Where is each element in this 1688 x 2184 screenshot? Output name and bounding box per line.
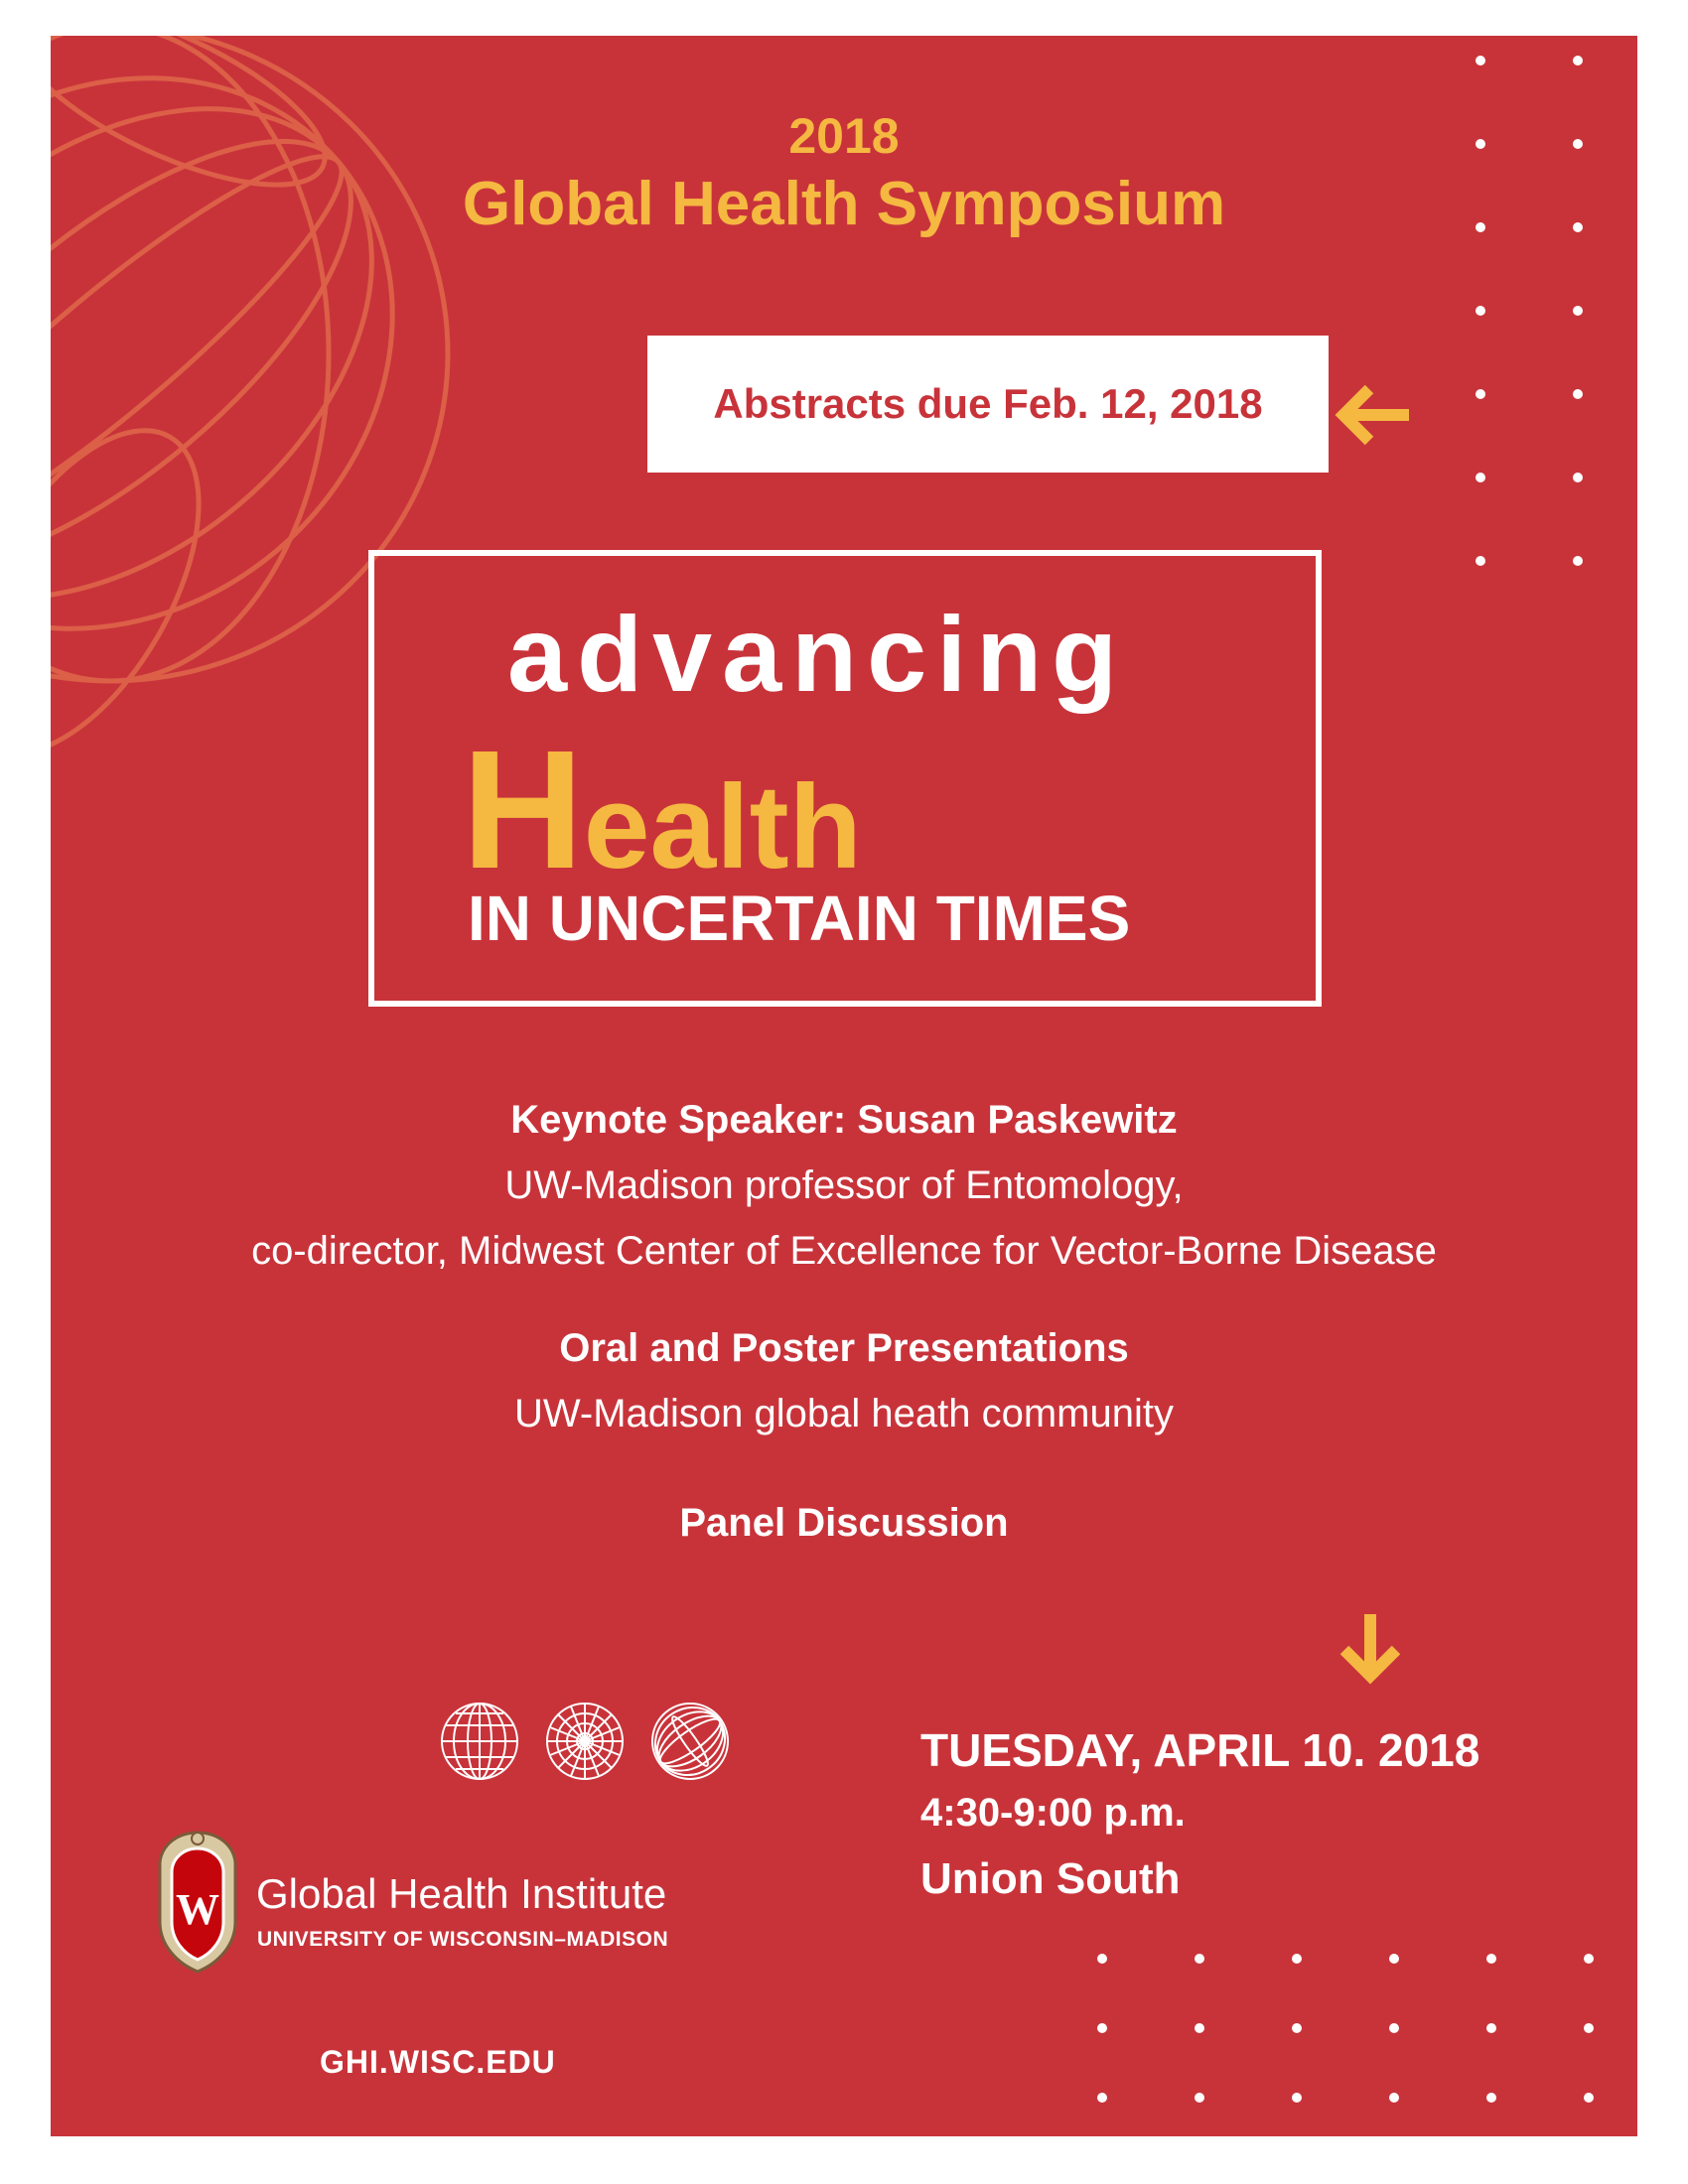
presentations-line-1: UW-Madison global heath community bbox=[513, 1392, 1174, 1435]
event-date: TUESDAY, APRIL 10. 2018 bbox=[920, 1724, 1480, 1776]
logo-institute-name: Global Health Institute bbox=[256, 1870, 667, 1917]
theme-title-box bbox=[368, 550, 1322, 1007]
theme-line-advancing: advancing bbox=[507, 594, 1128, 714]
uw-crest-logo bbox=[150, 1827, 245, 1976]
panel-title: Panel Discussion bbox=[679, 1501, 1009, 1545]
website-url[interactable]: GHI.WISC.EDU bbox=[320, 2044, 556, 2080]
symposium-title: Global Health Symposium bbox=[462, 170, 1226, 238]
globe-grid-icon bbox=[438, 1700, 521, 1783]
poster bbox=[51, 36, 1637, 2136]
theme-line-uncertain: IN UNCERTAIN TIMES bbox=[468, 883, 1131, 954]
globe-swirl-icon bbox=[648, 1700, 732, 1783]
keynote-title: Keynote Speaker: Susan Paskewitz bbox=[510, 1098, 1178, 1142]
theme-line-health bbox=[462, 713, 862, 907]
symposium-year: 2018 bbox=[788, 108, 900, 164]
abstract-deadline-box bbox=[647, 336, 1329, 473]
globe-polar-icon bbox=[543, 1700, 627, 1783]
event-time: 4:30-9:00 p.m. bbox=[920, 1791, 1186, 1835]
abstract-deadline-text: Abstracts due Feb. 12, 2018 bbox=[713, 380, 1263, 427]
keynote-line-2: co-director, Midwest Center of Excellence for Vector-Borne Disease bbox=[251, 1229, 1437, 1273]
keynote-line-1: UW-Madison professor of Entomology, bbox=[504, 1163, 1184, 1207]
theme-health-initial: H bbox=[462, 716, 584, 904]
arrow-down-icon bbox=[1338, 1614, 1402, 1690]
logo-university-name: UNIVERSITY OF WISCONSIN–MADISON bbox=[257, 1928, 669, 1951]
crest-letter: W bbox=[176, 1885, 219, 1934]
presentations-title: Oral and Poster Presentations bbox=[559, 1326, 1129, 1370]
theme-health-rest: ealth bbox=[583, 760, 862, 893]
arrow-left-icon bbox=[1334, 383, 1409, 447]
event-place: Union South bbox=[920, 1854, 1181, 1903]
